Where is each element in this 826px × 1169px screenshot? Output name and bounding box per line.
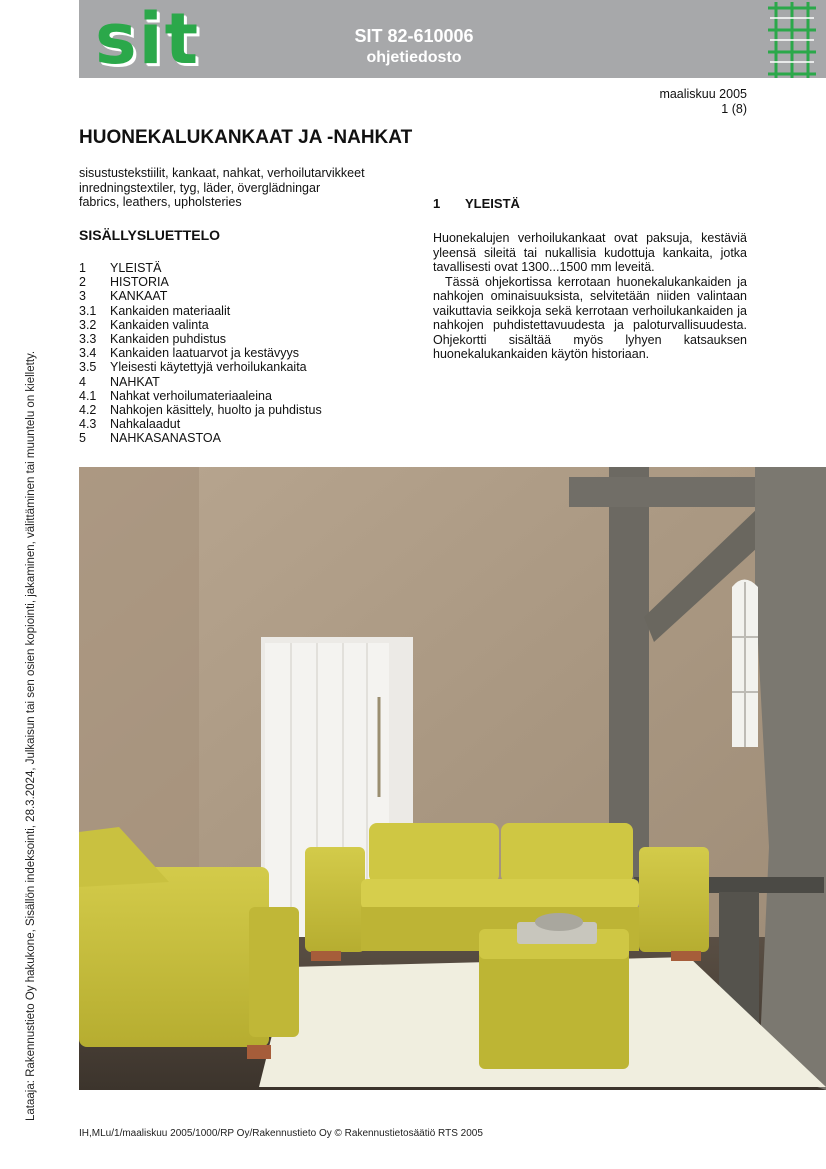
document-id: SIT 82-610006 [354,26,474,46]
toc-number: 3.3 [79,332,97,347]
sofa-room-illustration [79,467,826,1090]
toc-item [79,261,322,275]
sit-logo: sit [95,0,201,80]
section-body [433,231,747,362]
toc-label: Kankaiden laatuarvot ja kestävyys [110,346,299,361]
toc-item [79,360,322,374]
toc-label: NAHKASANASTOA [110,431,221,446]
toc-item [79,417,322,431]
toc-item [79,304,322,318]
toc-label: Nahkojen käsittely, huolto ja puhdistus [110,403,322,418]
document-title: HUONEKALUKANKAAT JA -NAHKAT [79,127,413,148]
rts-logo-icon [762,0,822,78]
toc-number: 3.4 [79,346,97,361]
toc-item [79,318,322,332]
toc-number: 3.5 [79,360,97,375]
toc-item [79,346,322,360]
toc-number: 4 [79,374,86,389]
section-heading [433,196,520,212]
toc-label: HISTORIA [110,275,169,290]
subtitle-en: fabrics, leathers, upholsteries [79,195,242,209]
date-page-block [659,87,747,117]
toc-label: Kankaiden valinta [110,317,209,332]
toc-label: NAHKAT [110,374,160,389]
toc-item [79,375,322,389]
toc-label: Yleisesti käytettyjä verhoilukankaita [110,360,307,375]
toc-label: KANKAAT [110,289,168,304]
download-notice: Lataaja: Rakennustieto Oy hakukone, Sisällön indeksointi, 28.3.2024, Julkaisun tai sen osien kopiointi, jakaminen, välittäminen tai muuntelu on kielletty. [25,350,37,1121]
toc-item [79,403,322,417]
toc-label: Nahkat verhoilumateriaaleina [110,388,272,403]
page-number: 1 (8) [721,102,747,116]
toc-label: Kankaiden puhdistus [110,332,227,347]
toc-label: YLEISTÄ [110,261,162,275]
toc-number: 3.2 [79,317,97,332]
toc-number: 4.3 [79,417,97,432]
toc-number: 4.2 [79,403,97,418]
interior-photo [79,467,826,1090]
document-type: ohjetiedosto [366,49,462,66]
body-paragraph: Huonekalujen verhoilukankaat ovat paksuja, kestäviä yleensä sileitä tai nukallisia kudottuja kankaita, jotka tavallisesti ovat 1300...1500 mm leveitä. [433,231,747,274]
toc-label: Nahkalaadut [110,417,181,432]
footer-imprint: IH,MLu/1/maaliskuu 2005/1000/RP Oy/Rakennustieto Oy © Rakennustietosäätiö RTS 2005 [79,1128,483,1139]
toc-number: 5 [79,431,86,446]
subtitle-fi: sisustustekstiilit, kankaat, nahkat, verhoilutarvikkeet [79,166,365,180]
toc-item [79,389,322,403]
subtitle-block [79,166,365,210]
toc-item [79,332,322,346]
body-paragraph: Tässä ohjekortissa kerrotaan huonekalukankaiden ja nahkojen ominaisuuksista, selvitetään niiden valintaan vaikuttavia seikkoja sekä kerrotaan verhoilukankaiden ja nahkojen puhdistettavuudesta ja paloturvallisuudesta. Ohjekortti sisältää myös lyhyen katsauksen huonekalukankaiden käytön historiaan. [433,274,747,361]
toc-item [79,431,322,445]
toc-number: 4.1 [79,388,97,403]
table-of-contents [79,261,322,446]
header-band [79,0,826,78]
toc-number: 3.1 [79,303,97,318]
publication-date: maaliskuu 2005 [659,87,747,101]
section-title: YLEISTÄ [465,196,520,211]
subtitle-sv: inredningstextiler, tyg, läder, överglädningar [79,180,321,195]
toc-heading: SISÄLLYSLUETTELO [79,227,221,243]
toc-number: 3 [79,289,86,304]
toc-number: 2 [79,275,86,290]
section-number: 1 [433,196,441,211]
toc-label: Kankaiden materiaalit [110,303,231,318]
toc-item [79,289,322,303]
toc-number: 1 [79,261,86,275]
toc-item [79,275,322,289]
